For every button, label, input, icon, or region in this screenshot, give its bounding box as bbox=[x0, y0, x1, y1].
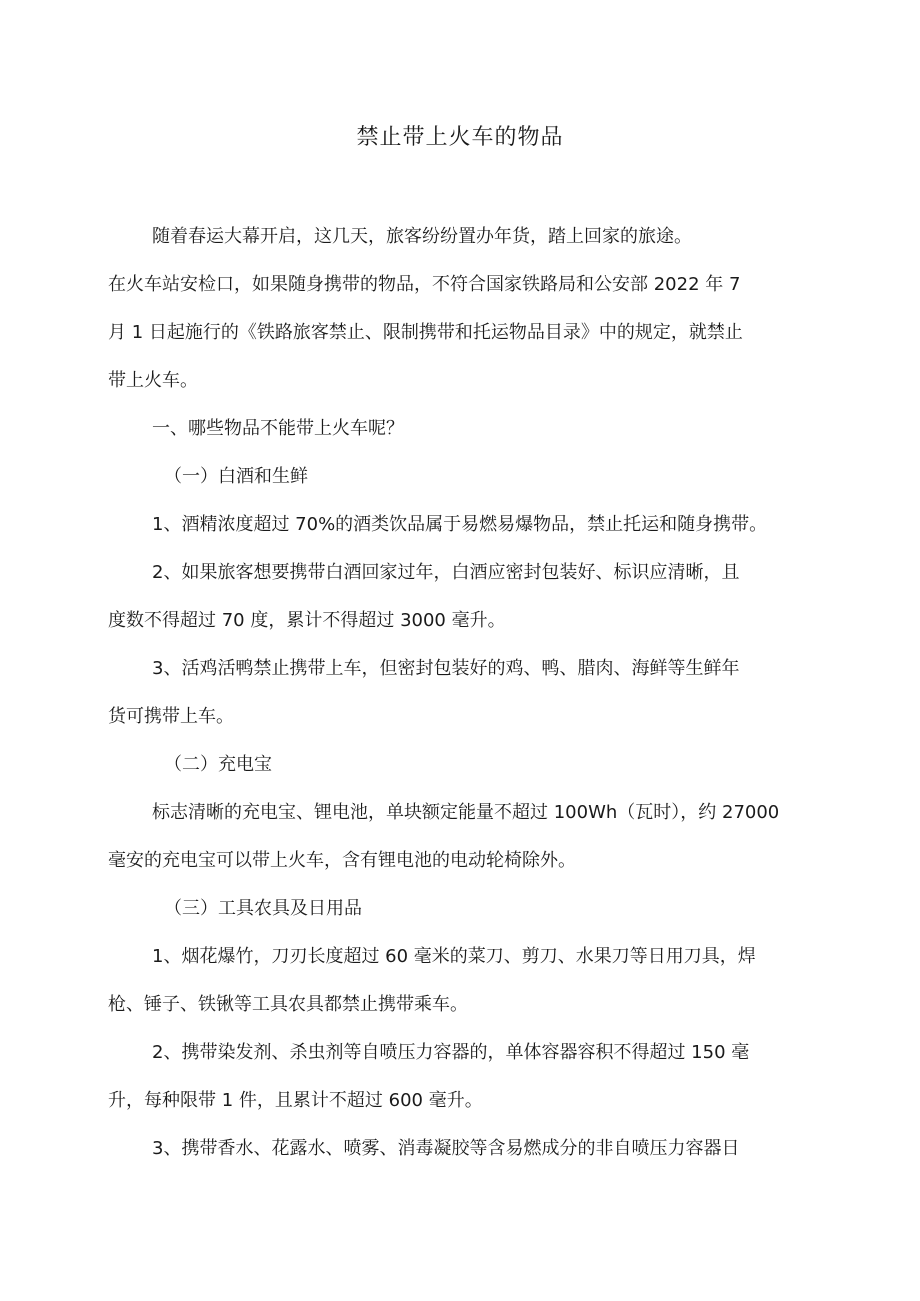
section-heading: 一、哪些物品不能带上火车呢？ bbox=[152, 418, 404, 439]
paragraph-line: 度数不得超过 70 度，累计不得超过 3000 毫升。 bbox=[108, 610, 506, 631]
subsection-heading: （一）白酒和生鲜 bbox=[164, 466, 308, 487]
paragraph-line: 升，每种限带 1 件，且累计不超过 600 毫升。 bbox=[108, 1090, 483, 1111]
paragraph-line: 2、携带染发剂、杀虫剂等自喷压力容器的，单体容器容积不得超过 150 毫 bbox=[152, 1042, 750, 1063]
paragraph-line: 随着春运大幕开启，这几天，旅客纷纷置办年货，踏上回家的旅途。 bbox=[152, 226, 692, 247]
subsection-heading: （三）工具农具及日用品 bbox=[164, 898, 362, 919]
paragraph-line: 1、烟花爆竹，刀刃长度超过 60 毫米的菜刀、剪刀、水果刀等日用刀具，焊 bbox=[152, 946, 756, 967]
paragraph-line: 1、酒精浓度超过 70%的酒类饮品属于易燃易爆物品，禁止托运和随身携带。 bbox=[152, 514, 768, 535]
paragraph-line: 毫安的充电宝可以带上火车，含有锂电池的电动轮椅除外。 bbox=[108, 850, 576, 871]
paragraph-line: 在火车站安检口，如果随身携带的物品，不符合国家铁路局和公安部 2022 年 7 bbox=[108, 274, 741, 295]
paragraph-line: 3、活鸡活鸭禁止携带上车，但密封包装好的鸡、鸭、腊肉、海鲜等生鲜年 bbox=[152, 658, 740, 679]
paragraph-line: 2、如果旅客想要携带白酒回家过年，白酒应密封包装好、标识应清晰，且 bbox=[152, 562, 740, 583]
paragraph-line: 带上火车。 bbox=[108, 370, 198, 391]
paragraph-line: 标志清晰的充电宝、锂电池，单块额定能量不超过 100Wh（瓦时），约 27000 bbox=[152, 802, 780, 823]
paragraph-line: 枪、锤子、铁锹等工具农具都禁止携带乘车。 bbox=[108, 994, 468, 1015]
document-body bbox=[108, 213, 818, 1173]
paragraph-line: 3、携带香水、花露水、喷雾、消毒凝胶等含易燃成分的非自喷压力容器日 bbox=[152, 1138, 740, 1159]
paragraph-line: 货可携带上车。 bbox=[108, 706, 234, 727]
subsection-heading: （二）充电宝 bbox=[164, 754, 272, 775]
paragraph-line: 月 1 日起施行的《铁路旅客禁止、限制携带和托运物品目录》中的规定，就禁止 bbox=[108, 322, 743, 343]
document-title: 禁止带上火车的物品 bbox=[356, 125, 564, 150]
